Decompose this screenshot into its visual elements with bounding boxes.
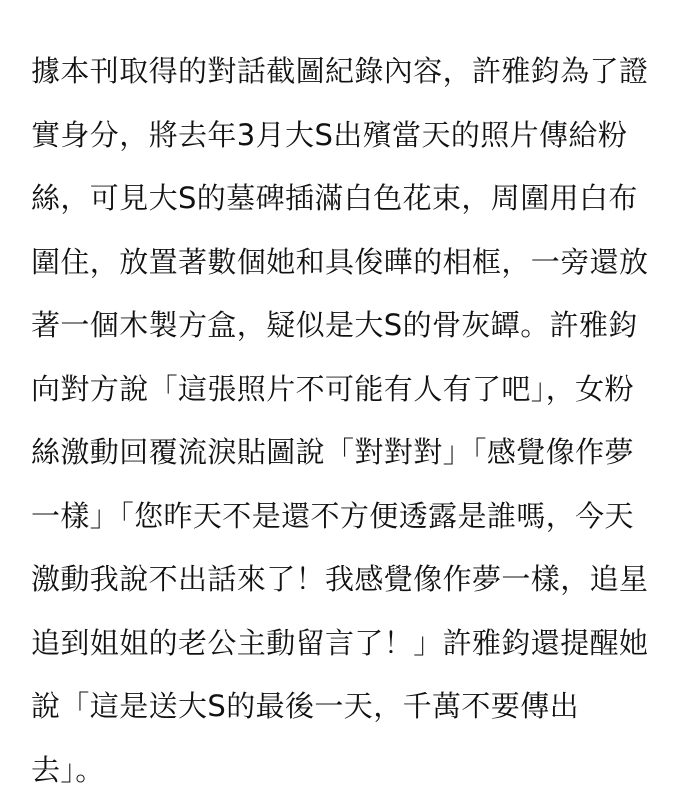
text-line: 激動我說不出話來了！我感覺像作夢一樣，追星: [31, 548, 671, 612]
text-line: 向對方說「這張照片不可能有人有了吧」，女粉: [31, 358, 671, 422]
text-line: 實身分，將去年3月大S出殯當天的照片傳給粉: [31, 104, 671, 168]
text-line: 絲，可見大S的墓碑插滿白色花束，周圍用白布: [31, 167, 671, 231]
text-line: 去」。: [31, 739, 671, 802]
text-line: 據本刊取得的對話截圖紀錄內容，許雅鈞為了證: [31, 40, 671, 104]
text-line: 絲激動回覆流淚貼圖說「對對對」「感覺像作夢: [31, 421, 671, 485]
text-line: 說「這是送大S的最後一天，千萬不要傳出: [31, 675, 671, 739]
text-line: 追到姐姐的老公主動留言了！」許雅鈞還提醒她: [31, 612, 671, 676]
text-line: 圍住，放置著數個她和具俊曄的相框，一旁還放: [31, 231, 671, 295]
text-line: 一樣」「您昨天不是還不方便透露是誰嗎，今天: [31, 485, 671, 549]
text-line: 著一個木製方盒，疑似是大S的骨灰罈。許雅鈞: [31, 294, 671, 358]
article-text: [31, 40, 671, 802]
